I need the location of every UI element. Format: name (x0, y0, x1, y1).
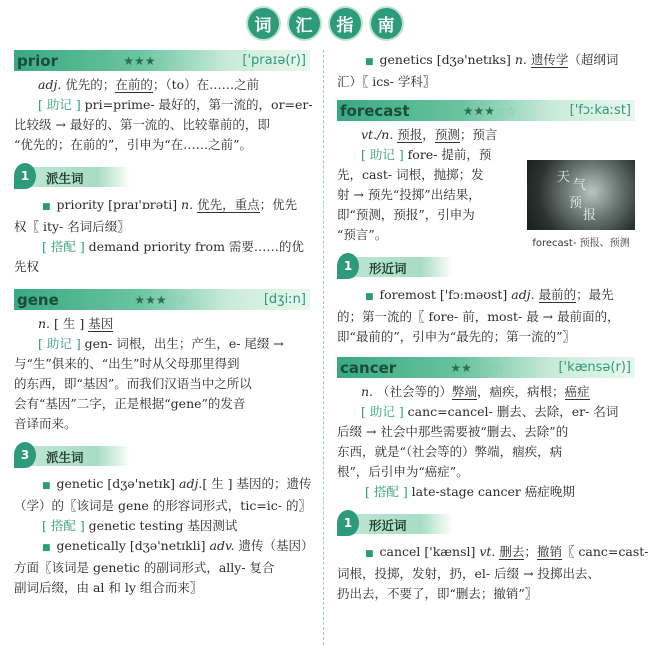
headword: prior (17, 51, 58, 70)
right-column (337, 50, 649, 604)
memo-text: 比较级 → 最好的、第一流的、比较靠前的，即 (14, 117, 270, 132)
entry-gene (14, 289, 314, 598)
def-text: ；预言 (459, 127, 498, 142)
title-char: 词 (248, 8, 279, 39)
image-char: 预 (569, 196, 583, 211)
memo-text: fore- 提前，预 (403, 147, 492, 162)
derived-word (14, 195, 310, 217)
part-of-speech: vt. (475, 544, 496, 559)
collocation-text: late-stage cancer 癌症晚期 (407, 484, 575, 499)
collocation-text: 先权 (14, 259, 40, 274)
section-number: 3 (14, 442, 36, 468)
def-key: 遗传学 (530, 52, 569, 67)
star-rating (463, 104, 517, 118)
part-of-speech: n. (177, 197, 198, 212)
def-text: ；（to）在……之前 (152, 77, 260, 92)
derived-phonetic: [dʒə'netɪk] (107, 476, 176, 491)
entry-forecast (337, 100, 635, 347)
similar-word (337, 285, 635, 307)
def-key: 预测 (434, 127, 460, 142)
memo (14, 334, 310, 354)
bullet-icon: ■ (42, 202, 51, 212)
part-of-speech: n. (361, 384, 374, 399)
star-rating (123, 54, 177, 68)
section-label: 形近词 (369, 518, 407, 533)
def-key: 最前的 (538, 287, 577, 302)
memo-text: 音译而来。 (14, 416, 77, 431)
def-text: ；优先 (259, 197, 298, 212)
page-title (0, 8, 649, 39)
illustration-caption: forecast- 预报、预测 (532, 238, 630, 249)
image-char: 气 (573, 178, 587, 193)
stars-off: ☆☆ (155, 53, 178, 68)
part-of-speech: n. (510, 52, 527, 67)
memo-text: 与“生”俱来的、“出生”时从父母那里得到 (14, 356, 240, 371)
title-char: 南 (371, 8, 402, 39)
derived-headword: genetic (56, 476, 108, 491)
def-key: 预报 (397, 127, 423, 142)
stars-on: ★★★ (123, 53, 156, 68)
derived-word (14, 474, 310, 496)
bullet-icon: ■ (42, 543, 51, 553)
part-of-speech: vt./n. (361, 127, 394, 142)
memo-text: 先，cast- 词根，抛掷；发 (337, 167, 484, 182)
memo-text: 东西，就是“（社会等的）弊端，痼疾，病 (337, 444, 563, 459)
bullet-icon: ■ (365, 57, 374, 67)
collocation-text: demand priority from 需要……的优 (84, 239, 304, 254)
similar-headword: foremost (379, 287, 440, 302)
memo-text: 的东西，即“基因”。而我们汉语当中之所以 (14, 376, 252, 391)
left-column (14, 50, 314, 598)
memo-text: 根”，后引申为“癌症”。 (337, 464, 469, 479)
section-derivatives (14, 442, 310, 468)
memo-text: “预言”。 (337, 227, 388, 242)
similar-phonetic: ['kænsl] (424, 544, 476, 559)
def-key: 在前的 (115, 77, 153, 92)
part-of-speech: adj. (507, 287, 535, 302)
memo-text: 即“预测，预报”，引申为 (337, 207, 475, 222)
collocation-tag: [ 搭配 ] (42, 239, 85, 254)
headword-band (337, 357, 635, 378)
similar-headword: cancel (379, 544, 425, 559)
memo-tag: [ 助记 ] (361, 404, 404, 419)
memo-tag: [ 助记 ] (361, 147, 404, 162)
definition (14, 314, 310, 334)
memo-tag: [ 助记 ] (38, 97, 81, 112)
similar-phonetic: ['fɔːməʊst] (439, 287, 508, 302)
similar-note: 即“最前的”，引申为“最先的；第一流的”〗 (337, 329, 576, 344)
derived-phonetic: [dʒə'netɪkli] (129, 538, 206, 553)
def-key: 撤销 (536, 544, 562, 559)
bullet-icon: ■ (365, 549, 374, 559)
phonetic: [dʒiːn] (263, 292, 306, 307)
similar-word (337, 542, 649, 564)
def-key: 弊端 (452, 384, 478, 399)
section-number: 1 (14, 163, 36, 189)
def-text: 优先的； (65, 77, 116, 92)
section-label: 形近词 (369, 261, 407, 276)
title-char: 指 (330, 8, 361, 39)
memo-tag: [ 助记 ] (38, 336, 81, 351)
section-number: 1 (337, 253, 359, 279)
derived-note: 汇）〖 ics- 学科〗 (337, 74, 436, 89)
memo-text: canc=cancel- 删去、去除，er- 名词 (403, 404, 619, 419)
similar-note: 扔出去，不要了，即“删去；撤销”〗 (337, 586, 538, 601)
derived-note: （学）的〖该词是 gene 的形容词形式，tic=ic- 的〗 (14, 498, 311, 513)
memo-text: “优先的；在前的”，引申为“在……之前”。 (14, 137, 253, 152)
def-key: 基因 (88, 316, 114, 331)
section-label: 派生词 (46, 171, 84, 186)
derived-headword: genetically (56, 538, 130, 553)
def-key: 优先，重点 (197, 197, 260, 212)
phonetic: ['fɔːkaːst] (569, 103, 631, 118)
stars-off: ☆☆☆ (471, 360, 505, 375)
image-char: 天 (557, 170, 571, 185)
bullet-icon: ■ (42, 481, 51, 491)
def-key: 癌症 (564, 384, 590, 399)
def-text: 〖 canc=cast- (561, 544, 649, 559)
section-derivatives (14, 163, 310, 189)
memo-text: pri=prime- 最好的，第一流的，or=er- (80, 97, 313, 112)
collocation (337, 482, 635, 502)
derived-phonetic: [praɪ'ɒrəti] (108, 197, 178, 212)
stars-on: ★★ (450, 360, 472, 375)
entry-prior (14, 50, 313, 277)
column-divider (323, 50, 324, 645)
bullet-icon: ■ (365, 292, 374, 302)
derived-note: 权〖 ity- 名词后缀〗 (14, 219, 130, 234)
phonetic: ['kænsə(r)] (558, 360, 631, 375)
part-of-speech: adj. (38, 77, 62, 92)
def-text: ，痼疾，病根； (477, 384, 565, 399)
title-char: 汇 (289, 8, 320, 39)
star-rating (134, 293, 188, 307)
phonetic: ['praɪə(r)] (242, 53, 306, 68)
memo-text: 会有“基因”二字，正是根据“gene”的发音 (14, 396, 246, 411)
collocation-text: genetic testing 基因测试 (84, 518, 238, 533)
star-rating (450, 361, 504, 375)
similar-note: 的；第一流的〖 fore- 前，most- 最 → 最前面的， (337, 309, 620, 324)
def-text: [ 生 ] (54, 316, 89, 331)
memo-text: gen- 词根，出生；产生，e- 尾缀 → (80, 336, 284, 351)
stars-off: ☆☆ (494, 103, 517, 118)
section-number: 1 (337, 510, 359, 536)
def-text: 遗传（基因） (234, 538, 314, 553)
part-of-speech: adv. (205, 538, 235, 553)
part-of-speech: n. (38, 316, 51, 331)
continued-entry (337, 50, 635, 92)
memo-text: 后缀 → 社会中那些需要被“删去、去除”的 (337, 424, 569, 439)
derived-note: 副词后缀，由 al 和 ly 组合而来〗 (14, 580, 203, 595)
derived-headword: genetics (379, 52, 437, 67)
section-label: 派生词 (46, 450, 84, 465)
headword: forecast (340, 101, 410, 120)
memo (337, 402, 635, 422)
definition (14, 75, 310, 95)
collocation (14, 237, 310, 257)
def-text: ；最先 (576, 287, 614, 302)
def-key: 删去 (499, 544, 525, 559)
def-text: （超纲词 (568, 52, 619, 67)
entry-cancer (337, 357, 649, 604)
headword-band (14, 289, 310, 310)
stars-on: ★★★ (462, 103, 495, 118)
headword-band (337, 100, 635, 121)
derived-note: 方面〖该词是 genetic 的副词形式，ally- 复合 (14, 560, 275, 575)
collocation (14, 516, 310, 536)
derived-phonetic: [dʒə'netɪks] (436, 52, 511, 67)
collocation-tag: [ 搭配 ] (42, 518, 85, 533)
image-char: 报 (583, 208, 597, 223)
def-text: [ 生 ] 基因的；遗传 (202, 476, 312, 491)
section-similar-words (337, 510, 635, 536)
stars-off: ☆☆ (166, 292, 189, 307)
definition: vt./n. 预报，预测；预言 (361, 127, 498, 142)
headword-band (14, 50, 310, 71)
def-text: （社会等的） (377, 384, 453, 399)
derived-word (337, 50, 635, 72)
derived-word (14, 536, 314, 558)
forecast-illustration (527, 160, 635, 249)
similar-note: 词根，投掷，发射，扔，el- 后缀 → 投掷出去、 (337, 566, 601, 581)
section-similar-words (337, 253, 635, 279)
collocation-tag: [ 搭配 ] (365, 484, 408, 499)
derived-headword: priority (56, 197, 109, 212)
memo (14, 95, 313, 115)
definition (337, 382, 635, 402)
memo-text: 射 → 预先“投掷”出结果， (337, 187, 481, 202)
stars-on: ★★★ (134, 292, 167, 307)
def-text: ； (524, 544, 537, 559)
headword: cancer (340, 358, 397, 377)
illustration-image (527, 160, 635, 230)
headword: gene (17, 290, 59, 309)
part-of-speech: adj. (175, 476, 203, 491)
